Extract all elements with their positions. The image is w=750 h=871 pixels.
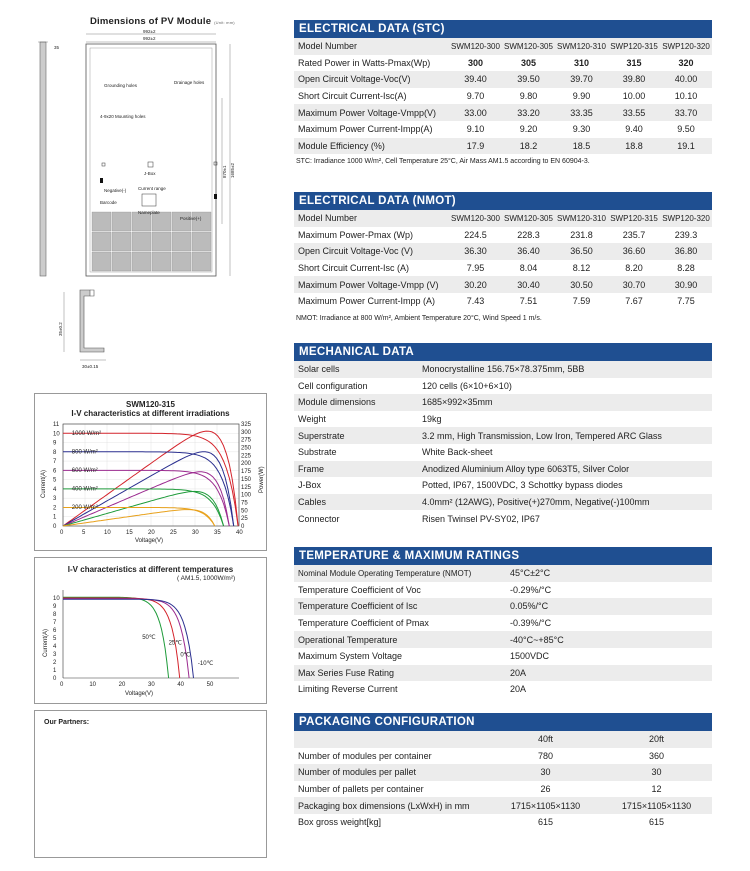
y-tick-label: 0 [53,676,57,682]
nmot-row [294,276,712,293]
mechanical-cell: Monocrystalline 156.75×78.375mm, 5BB [412,361,712,378]
y2-tick-label: 150 [241,476,252,483]
solar-cell [172,212,191,231]
nmot-cell: 231.8 [555,227,608,244]
y-tick-label: 2 [53,505,57,512]
mechanical-cell: Weight [294,411,412,428]
mechanical-cell: 120 cells (6×10+6×10) [412,378,712,395]
iv-curve [63,599,189,678]
x-tick-label: 20 [118,682,126,688]
nmot-cell: 36.30 [449,243,502,260]
temperature-row [294,648,712,665]
nmot-cell: 8.04 [502,260,555,277]
stc-cell: 17.9 [449,138,502,155]
svg-text:870±1: 870±1 [222,165,227,178]
solar-cell [132,252,151,271]
iv-curve [63,598,180,678]
stc-cell: 9.90 [555,88,608,105]
y-tick-label: 6 [53,628,57,634]
packaging-cell: 20ft [601,731,712,748]
nmot-cell: 36.80 [660,243,712,260]
nmot-table [294,210,712,310]
packaging-cell: Number of modules per pallet [294,764,490,781]
stc-cell: 9.70 [449,88,502,105]
mechanical-cell: Cell configuration [294,378,412,395]
nmot-cell: Model Number [294,210,449,227]
y-tick-label: 5 [53,636,57,642]
temperature-row [294,665,712,682]
y-tick-label: 3 [53,652,57,658]
stc-cell: Short Circuit Current-Isc(A) [294,88,449,105]
y2-tick-label: 325 [241,422,252,428]
mechanical-cell: J-Box [294,477,412,494]
packaging-cell: 360 [601,748,712,765]
svg-text:4-9x20 Mounting holes: 4-9x20 Mounting holes [100,114,146,119]
mechanical-cell: Potted, IP67, 1500VDC, 3 Schottky bypass diodes [412,477,712,494]
mechanical-row [294,411,712,428]
stc-header: ELECTRICAL DATA (STC) [294,20,712,38]
y-tick-label: 10 [53,431,60,438]
nmot-cell: 36.50 [555,243,608,260]
packaging-cell: 1715×1105×1130 [490,797,601,814]
iv-irr-title: I-V characteristics at different irradiations [71,409,230,418]
y2-tick-label: 200 [241,461,252,468]
packaging-cell [294,731,490,748]
mechanical-row [294,510,712,527]
y-tick-label: 7 [53,459,57,466]
svg-text:992±2: 992±2 [143,36,156,41]
packaging-cell: 30 [601,764,712,781]
y-tick-label: 8 [53,612,57,618]
nmot-cell: SWP120-320 [660,210,712,227]
temperature-cell: 0.05%/°C [500,598,712,615]
power-curve [63,472,229,526]
y2-tick-label: 225 [241,453,252,460]
packaging-cell: Number of pallets per container [294,781,490,798]
x-tick-label: 20 [148,530,155,536]
packaging-cell: 30 [490,764,601,781]
packaging-table [294,731,712,831]
nmot-row [294,260,712,277]
temperature-row [294,565,712,582]
frame-profile-drawing [34,286,124,376]
svg-text:Drainage holes: Drainage holes [174,80,205,85]
stc-cell: 9.40 [608,121,660,138]
nmot-cell: 30.20 [449,276,502,293]
stc-cell: Maximum Power Current-Impp(A) [294,121,449,138]
nmot-cell: Open Circuit Voltage-Voc (V) [294,243,449,260]
stc-cell: 33.35 [555,104,608,121]
temperature-cell: -0.29%/°C [500,582,712,599]
mechanical-header: MECHANICAL DATA [294,343,712,361]
solar-cell [172,252,191,271]
stc-cell: 10.00 [608,88,660,105]
solar-cell [152,232,171,251]
x-tick-label: 30 [192,530,199,536]
y2-tick-label: 125 [241,484,252,491]
temperature-cell: 20A [500,681,712,698]
stc-row [294,104,712,121]
iv-irr-model: SWM120-315 [126,400,175,409]
nmot-cell: SWM120-300 [449,210,502,227]
mechanical-cell: Solar cells [294,361,412,378]
iv-temperature-chart-box [34,557,267,704]
nmot-cell: 7.67 [608,293,660,310]
y-tick-label: 3 [53,496,57,503]
temperature-cell: Max Series Fuse Rating [294,665,500,682]
stc-row [294,121,712,138]
stc-cell: 39.40 [449,71,502,88]
series-label: -10℃ [197,661,214,668]
mechanical-row [294,444,712,461]
temperature-cell: -0.39%/°C [500,615,712,632]
iv-irradiation-chart-box [34,393,267,551]
series-label: 1000 W/m² [71,431,102,438]
nmot-cell: 224.5 [449,227,502,244]
mechanical-cell: Cables [294,494,412,511]
nmot-row [294,210,712,227]
packaging-row [294,731,712,748]
series-label: 50℃ [142,634,156,641]
y2-tick-label: 250 [241,445,252,452]
temperature-row [294,681,712,698]
nmot-header: ELECTRICAL DATA (NMOT) [294,192,712,210]
iv-temp-title: I-V characteristics at different temperatures [67,565,234,574]
x-tick-label: 35 [214,530,221,536]
y2-tick-label: 0 [241,524,245,530]
nmot-cell: 235.7 [608,227,660,244]
solar-cell [172,232,191,251]
x-axis-label: Voltage(V) [125,691,154,697]
packaging-row [294,764,712,781]
svg-text:Negative(-): Negative(-) [104,188,127,193]
module-dimension-drawing [34,28,244,278]
stc-cell: 310 [555,55,608,72]
nmot-row [294,293,712,310]
nmot-cell: Maximum Power Current-Impp (A) [294,293,449,310]
mechanical-cell: Substrate [294,444,412,461]
mechanical-row [294,494,712,511]
y-tick-label: 1 [53,668,57,674]
stc-cell: 10.10 [660,88,712,105]
y-tick-label: 6 [53,468,57,475]
mechanical-row [294,378,712,395]
y-tick-label: 8 [53,449,57,456]
temperature-cell: Temperature Coefficient of Pmax [294,615,500,632]
stc-cell: 300 [449,55,502,72]
svg-text:30±0.15: 30±0.15 [82,364,99,369]
y2-tick-label: 275 [241,437,252,444]
nmot-cell: 228.3 [502,227,555,244]
x-tick-label: 0 [60,530,64,536]
svg-text:Positive(+): Positive(+) [180,216,202,221]
y2-axis-label: Power(W) [259,466,265,493]
x-axis-label: Voltage(V) [135,538,164,544]
mechanical-cell: Module dimensions [294,394,412,411]
stc-row [294,55,712,72]
y-tick-label: 5 [53,477,57,484]
mechanical-cell: 19kg [412,411,712,428]
stc-cell: 18.8 [608,138,660,155]
packaging-cell: 780 [490,748,601,765]
nmot-cell: 8.12 [555,260,608,277]
stc-cell: Maximum Power Voltage-Vmpp(V) [294,104,449,121]
stc-cell: 320 [660,55,712,72]
y-axis-label: Current(A) [41,469,47,498]
packaging-row [294,814,712,831]
temperature-cell: -40°C~+85°C [500,631,712,648]
mechanical-cell: 3.2 mm, High Transmission, Low Iron, Tempered ARC Glass [412,427,712,444]
stc-cell: 33.20 [502,104,555,121]
nmot-cell: Maximum Power-Pmax (Wp) [294,227,449,244]
nmot-cell: 30.50 [555,276,608,293]
solar-cell [192,212,211,231]
y-tick-label: 11 [53,422,60,428]
mechanical-row [294,427,712,444]
y-tick-label: 1 [53,514,57,521]
svg-text:1685±2: 1685±2 [230,163,235,178]
stc-cell: SWM120-300 [449,38,502,55]
series-label: 25℃ [168,640,183,647]
nmot-cell: 7.51 [502,293,555,310]
temperature-cell: 1500VDC [500,648,712,665]
series-label: 400 W/m² [71,486,98,493]
temperature-cell: Nominal Module Operating Temperature (NMOT) [294,565,500,582]
iv-temperature-chart [35,582,266,703]
y2-tick-label: 75 [241,500,248,507]
packaging-cell: 615 [490,814,601,831]
temperature-row [294,582,712,599]
nmot-row [294,227,712,244]
stc-cell: SWM120-310 [555,38,608,55]
temperature-cell: Limiting Reverse Current [294,681,500,698]
packaging-row [294,797,712,814]
mechanical-cell: Anodized Aluminium Alloy type 6063T5, Silver Color [412,461,712,478]
y-tick-label: 2 [53,660,57,666]
x-tick-label: 15 [126,530,133,536]
nmot-cell: Short Circuit Current-Isc (A) [294,260,449,277]
solar-cell [192,252,211,271]
stc-cell: 39.50 [502,71,555,88]
mechanical-table [294,361,712,527]
partners-box: Our Partners: [34,710,267,858]
nmot-cell: 8.20 [608,260,660,277]
solar-cell [92,252,111,271]
series-label: 800 W/m² [71,449,98,456]
series-label: 0℃ [180,652,191,659]
mechanical-row [294,394,712,411]
stc-row [294,88,712,105]
nmot-cell: SWM120-310 [555,210,608,227]
packaging-header: PACKAGING CONFIGURATION [294,713,712,731]
x-tick-label: 0 [60,682,64,688]
stc-cell: 9.50 [660,121,712,138]
x-tick-label: 10 [104,530,111,536]
stc-cell: 39.70 [555,71,608,88]
stc-cell: 18.5 [555,138,608,155]
stc-cell: Model Number [294,38,449,55]
temperature-row [294,615,712,632]
stc-row [294,38,712,55]
packaging-cell: 1715×1105×1130 [601,797,712,814]
stc-cell: 9.20 [502,121,555,138]
stc-note: STC: Irradiance 1000 W/m², Cell Temperature 25°C, Air Mass AM1.5 according to EN 60904-3. [296,158,590,165]
stc-cell: SWM120-305 [502,38,555,55]
x-tick-label: 30 [148,682,155,688]
iv-irradiation-chart [35,418,266,550]
y-tick-label: 10 [53,596,60,602]
stc-cell: 19.1 [660,138,712,155]
nmot-cell: 7.95 [449,260,502,277]
x-tick-label: 50 [206,682,214,688]
y-tick-label: 9 [53,440,57,447]
stc-cell: 33.55 [608,104,660,121]
y-tick-label: 4 [53,644,57,650]
stc-cell: 9.80 [502,88,555,105]
nmot-cell: 30.40 [502,276,555,293]
temperature-cell: Maximum System Voltage [294,648,500,665]
nmot-cell: 239.3 [660,227,712,244]
nmot-cell: SWP120-315 [608,210,660,227]
stc-cell: 33.70 [660,104,712,121]
temperature-cell: 20A [500,665,712,682]
x-tick-label: 10 [89,682,97,688]
nmot-cell: 36.40 [502,243,555,260]
stc-row [294,71,712,88]
svg-text:992±2: 992±2 [143,29,156,34]
packaging-row [294,781,712,798]
solar-cell [92,212,111,231]
temperature-table [294,565,712,698]
x-tick-label: 40 [177,682,185,688]
packaging-cell: Number of modules per container [294,748,490,765]
mechanical-cell: 1685×992×35mm [412,394,712,411]
nmot-cell: 7.43 [449,293,502,310]
temperature-cell: Temperature Coefficient of Isc [294,598,500,615]
y2-tick-label: 300 [241,429,252,436]
series-label: 600 W/m² [71,468,98,475]
packaging-cell: 40ft [490,731,601,748]
svg-text:Nameplate: Nameplate [138,210,160,215]
nmot-cell: Maximum Power Voltage-Vmpp (V) [294,276,449,293]
packaging-row [294,748,712,765]
stc-cell: 305 [502,55,555,72]
power-curve [63,510,215,526]
mechanical-cell: White Back-sheet [412,444,712,461]
stc-cell: Open Circuit Voltage-Voc(V) [294,71,449,88]
y-axis-label: Current(A) [43,628,49,657]
svg-text:J-Box: J-Box [144,171,156,176]
x-tick-label: 40 [236,530,243,536]
solar-cell [132,232,151,251]
temperature-row [294,631,712,648]
stc-cell: Rated Power in Watts-Pmax(Wp) [294,55,449,72]
svg-text:Barcode: Barcode [100,200,117,205]
packaging-cell: 12 [601,781,712,798]
solar-cell [152,252,171,271]
solar-cell [112,232,131,251]
temperature-cell: Temperature Coefficient of Voc [294,582,500,599]
nmot-row [294,243,712,260]
x-tick-label: 5 [82,530,86,536]
packaging-cell: 615 [601,814,712,831]
temperature-cell: 45°C±2°C [500,565,712,582]
y2-tick-label: 100 [241,492,252,499]
mechanical-row [294,477,712,494]
stc-cell: SWP120-320 [660,38,712,55]
temperature-cell: Operational Temperature [294,631,500,648]
y-tick-label: 4 [53,486,57,493]
stc-cell: Module Efficiency (%) [294,138,449,155]
stc-table [294,38,712,154]
power-curve [63,431,238,526]
svg-text:Grounding holes: Grounding holes [104,83,138,88]
dimensions-title: Dimensions of PV Module (Unit: mm) [90,16,235,27]
mechanical-cell: Frame [294,461,412,478]
svg-text:Current range: Current range [138,186,166,191]
series-label: 200 W/m² [71,505,98,512]
mechanical-cell: Superstrate [294,427,412,444]
y2-tick-label: 50 [241,508,248,515]
mechanical-cell: Connector [294,510,412,527]
y2-tick-label: 25 [241,516,248,523]
stc-cell: 9.10 [449,121,502,138]
y2-tick-label: 175 [241,469,252,476]
iv-temp-subtitle: ( AM1.5, 1000W/m²) [177,575,236,582]
svg-text:35±0.2: 35±0.2 [58,322,63,336]
svg-text:35: 35 [54,45,60,50]
stc-cell: 39.80 [608,71,660,88]
nmot-cell: 30.70 [608,276,660,293]
nmot-cell: 8.28 [660,260,712,277]
packaging-cell: Box gross weight[kg] [294,814,490,831]
y-tick-label: 0 [53,524,57,530]
nmot-note: NMOT: Irradiance at 800 W/m², Ambient Temperature 20°C, Wind Speed 1 m/s. [296,315,542,322]
mechanical-row [294,461,712,478]
solar-cell [92,232,111,251]
stc-cell: 33.00 [449,104,502,121]
mechanical-cell: 4.0mm² (12AWG), Positive(+)270mm, Negative(-)100mm [412,494,712,511]
stc-cell: SWP120-315 [608,38,660,55]
solar-cell [192,232,211,251]
x-tick-label: 25 [170,530,177,536]
nmot-cell: SWM120-305 [502,210,555,227]
packaging-cell: 26 [490,781,601,798]
nmot-cell: 30.90 [660,276,712,293]
mechanical-cell: Risen Twinsel PV-SY02, IP67 [412,510,712,527]
stc-cell: 40.00 [660,71,712,88]
mechanical-row [294,361,712,378]
temperature-row [294,598,712,615]
temperature-header: TEMPERATURE & MAXIMUM RATINGS [294,547,712,565]
packaging-cell: Packaging box dimensions (LxWxH) in mm [294,797,490,814]
stc-cell: 18.2 [502,138,555,155]
stc-row [294,138,712,155]
nmot-cell: 7.75 [660,293,712,310]
y-tick-label: 9 [53,604,57,610]
stc-cell: 315 [608,55,660,72]
nmot-cell: 7.59 [555,293,608,310]
nmot-cell: 36.60 [608,243,660,260]
y-tick-label: 7 [53,620,57,626]
solar-cell [112,252,131,271]
stc-cell: 9.30 [555,121,608,138]
solar-cell [112,212,131,231]
